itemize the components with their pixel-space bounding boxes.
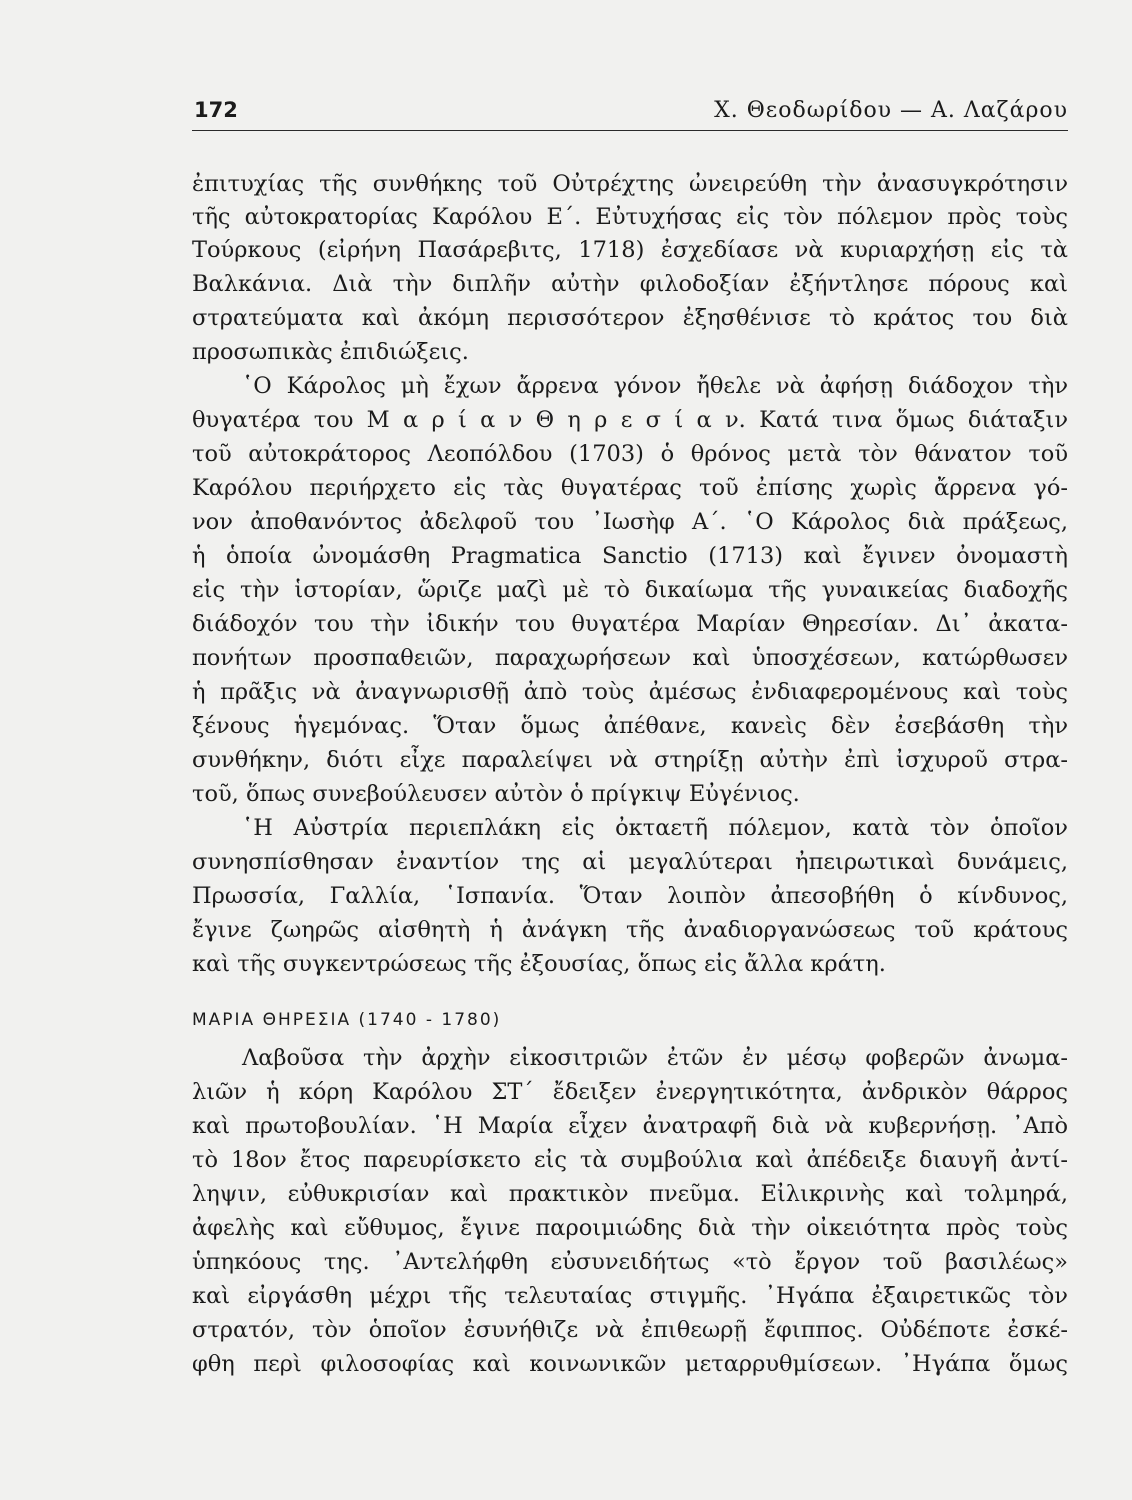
text-line: καὶ πρωτοβουλίαν. ῾Η Μαρία εἶχεν ἀνατραφῆ διὰ νὰ κυβερνήσῃ. ᾿Απὸ xyxy=(192,1113,1068,1139)
text-line: φθη περὶ φιλοσοφίας καὶ κοινωνικῶν μεταρρυθμίσεων. ᾿Ηγάπα ὅμως xyxy=(192,1351,1068,1377)
text-line: συνησπίσθησαν ἐναντίον της αἱ μεγαλύτεραι ἠπειρωτικαὶ δυνάμεις, xyxy=(192,849,1068,875)
text-line: ῾Ο Κάρολος μὴ ἔχων ἄρρενα γόνον ἤθελε νὰ ἀφήσῃ διάδοχον τὴν xyxy=(242,373,1068,399)
text-line: ἐπιτυχίας τῆς συνθήκης τοῦ Οὐτρέχτης ὠνειρεύθη τὴν ἀνασυγκρότησιν xyxy=(192,171,1068,197)
text-line: συνθήκην, διότι εἶχε παραλείψει νὰ στηρίξῃ αὐτὴν ἐπὶ ἰσχυροῦ στρα- xyxy=(192,747,1068,773)
text-line: Λαβοῦσα τὴν ἀρχὴν εἰκοσιτριῶν ἐτῶν ἐν μέσῳ φοβερῶν ἀνωμα- xyxy=(242,1045,1068,1071)
text-line: προσωπικὰς ἐπιδιώξεις. xyxy=(192,339,469,365)
text-line: καὶ εἰργάσθη μέχρι τῆς τελευταίας στιγμῆς. ᾿Ηγάπα ἐξαιρετικῶς τὸν xyxy=(192,1283,1068,1309)
text-line: εἰς τὴν ἱστορίαν, ὥριζε μαζὶ μὲ τὸ δικαίωμα τῆς γυναικείας διαδοχῆς xyxy=(192,577,1068,603)
page-number: 172 xyxy=(194,98,238,122)
section-title: ΜΑΡΙΑ ΘΗΡΕΣΙΑ (1740 - 1780) xyxy=(192,1010,502,1030)
text-line: τοῦ, ὅπως συνεβούλευσεν αὐτὸν ὁ πρίγκιψ Εὐγένιος. xyxy=(192,781,800,807)
text-line: Τούρκους (εἰρήνη Πασάρεβιτς, 1718) ἐσχεδίασε νὰ κυριαρχήσῃ εἰς τὰ xyxy=(192,237,1068,263)
text-line: τὸ 18ον ἔτος παρευρίσκετο εἰς τὰ συμβούλια καὶ ἀπέδειξε διαυγῆ ἀντί- xyxy=(192,1147,1068,1173)
text-line: στρατόν, τὸν ὁποῖον ἐσυνήθιζε νὰ ἐπιθεωρῇ ἔφιππος. Οὐδέποτε ἐσκέ- xyxy=(192,1317,1068,1343)
page-header xyxy=(192,98,1068,131)
text-line: πονήτων προσπαθειῶν, παραχωρήσεων καὶ ὑποσχέσεων, κατώρθωσεν xyxy=(192,645,1068,671)
text-line: Βαλκάνια. Διὰ τὴν διπλῆν αὐτὴν φιλοδοξίαν ἐξήντλησε πόρους καὶ xyxy=(192,271,1068,297)
text-line: ὑπηκόους της. ᾿Αντελήφθη εὐσυνειδήτως «τὸ ἔργον τοῦ βασιλέως» xyxy=(192,1249,1068,1275)
text-line: Καρόλου περιήρχετο εἰς τὰς θυγατέρας τοῦ ἐπίσης χωρὶς ἄρρενα γό- xyxy=(192,475,1068,501)
text-line: Πρωσσία, Γαλλία, ῾Ισπανία. Ὅταν λοιπὸν ἀπεσοβήθη ὁ κίνδυνος, xyxy=(192,883,1068,909)
text-line: τοῦ αὐτοκράτορος Λεοπόλδου (1703) ὁ θρόνος μετὰ τὸν θάνατον τοῦ xyxy=(192,441,1068,467)
text-line: τῆς αὐτοκρατορίας Καρόλου Ε΄. Εὐτυχήσας εἰς τὸν πόλεμον πρὸς τοὺς xyxy=(192,204,1068,230)
text-line: ἡ πρᾶξις νὰ ἀναγνωρισθῇ ἀπὸ τοὺς ἀμέσως ἐνδιαφερομένους καὶ τοὺς xyxy=(192,679,1068,705)
text-line: ξένους ἡγεμόνας. Ὅταν ὅμως ἀπέθανε, κανεὶς δὲν ἐσεβάσθη τὴν xyxy=(192,713,1068,739)
text-line: ἀφελὴς καὶ εὔθυμος, ἔγινε παροιμιώδης διὰ τὴν οἰκειότητα πρὸς τοὺς xyxy=(192,1215,1068,1241)
text-line: στρατεύματα καὶ ἀκόμη περισσότερον ἐξησθένισε τὸ κράτος του διὰ xyxy=(192,305,1068,331)
text-line: ληψιν, εὐθυκρισίαν καὶ πρακτικὸν πνεῦμα. Εἰλικρινὴς καὶ τολμηρά, xyxy=(192,1181,1068,1207)
text-line: ῾Η Αὐστρία περιεπλάκη εἰς ὀκταετῆ πόλεμον, κατὰ τὸν ὁποῖον xyxy=(242,815,1068,841)
text-line: διάδοχόν του τὴν ἰδικήν του θυγατέρα Μαρίαν Θηρεσίαν. Δι᾿ ἀκατα- xyxy=(192,611,1068,637)
text-line: καὶ τῆς συγκεντρώσεως τῆς ἐξουσίας, ὅπως εἰς ἄλλα κράτη. xyxy=(192,951,886,977)
text-line: ἡ ὁποία ὠνομάσθη Pragmatica Sanctio (1713) καὶ ἔγινεν ὀνομαστὴ xyxy=(192,543,1068,569)
text-line: νον ἀποθανόντος ἀδελφοῦ του ᾿Ιωσὴφ Α΄. ῾Ο Κάρολος διὰ πράξεως, xyxy=(192,509,1068,535)
text-line: θυγατέρα του Μ α ρ ί α ν Θ η ρ ε σ ί α ν. Κατά τινα ὅμως διάταξιν xyxy=(192,407,1068,433)
running-head: Χ. Θεοδωρίδου — Α. Λαζάρου xyxy=(714,98,1068,123)
text-line: ἔγινε ζωηρῶς αἰσθητὴ ἡ ἀνάγκη τῆς ἀναδιοργανώσεως τοῦ κράτους xyxy=(192,917,1068,943)
text-line: λιῶν ἡ κόρη Καρόλου ΣΤ΄ ἔδειξεν ἐνεργητικότητα, ἀνδρικὸν θάρρος xyxy=(192,1079,1068,1105)
